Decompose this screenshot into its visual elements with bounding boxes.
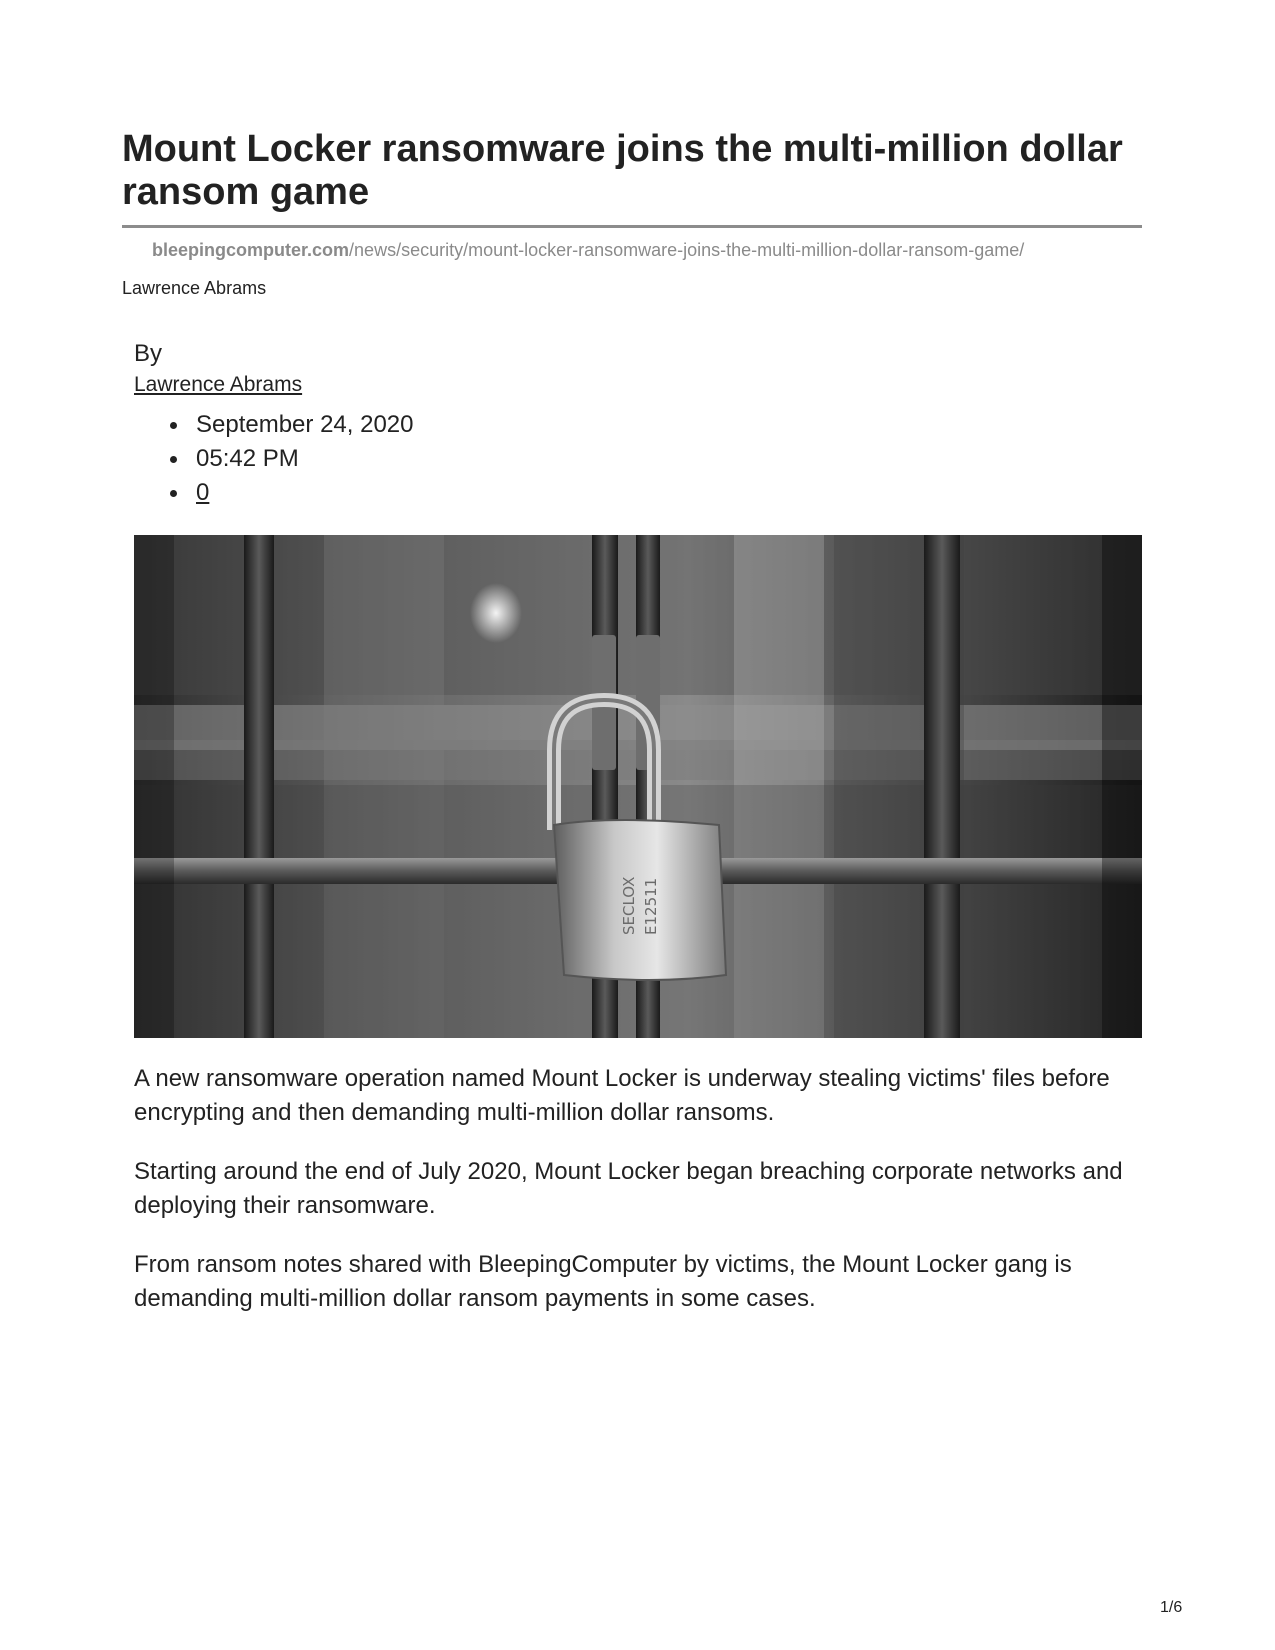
source-url[interactable]: [152, 239, 1024, 261]
article-meta-list: [168, 408, 414, 510]
paragraph: From ransom notes shared with BleepingComputer by victims, the Mount Locker gang is demanding multi-million dollar ransom payments in some cases.: [134, 1251, 1072, 1312]
bullet-icon: [170, 422, 177, 429]
article-title: Mount Locker ransomware joins the multi-million dollar ransom game: [122, 128, 1123, 213]
hero-image: [134, 535, 1142, 1038]
source-domain: bleepingcomputer.com: [152, 240, 350, 260]
author-name: Lawrence Abrams: [122, 278, 267, 298]
bullet-icon: [170, 490, 177, 497]
source-path: /news/security/mount-locker-ransomware-joins-the-multi-million-dollar-ransom-game/: [349, 240, 1025, 260]
paragraph: A new ransomware operation named Mount Locker is underway stealing victims' files before encrypting and then demanding multi-million dollar ransoms.: [134, 1065, 1110, 1126]
comments-count-link[interactable]: 0: [196, 479, 210, 506]
paragraph: Starting around the end of July 2020, Mount Locker began breaching corporate networks and deploying their ransomware.: [134, 1158, 1123, 1219]
meta-time-text: 05:42 PM: [196, 445, 299, 472]
byline-label: By: [134, 340, 163, 367]
byline-author-link[interactable]: Lawrence Abrams: [134, 373, 303, 396]
padlock-photo: [134, 535, 1142, 1038]
meta-date-text: September 24, 2020: [196, 411, 414, 438]
page-number: 1/6: [1160, 1599, 1183, 1616]
padlock-model-text: E12511: [642, 877, 660, 935]
padlock-brand-text: SECLOX: [620, 876, 638, 935]
meta-date: [168, 408, 414, 442]
bullet-icon: [170, 456, 177, 463]
meta-comments: [168, 476, 414, 510]
title-divider: [122, 225, 1142, 228]
meta-time: [168, 442, 414, 476]
